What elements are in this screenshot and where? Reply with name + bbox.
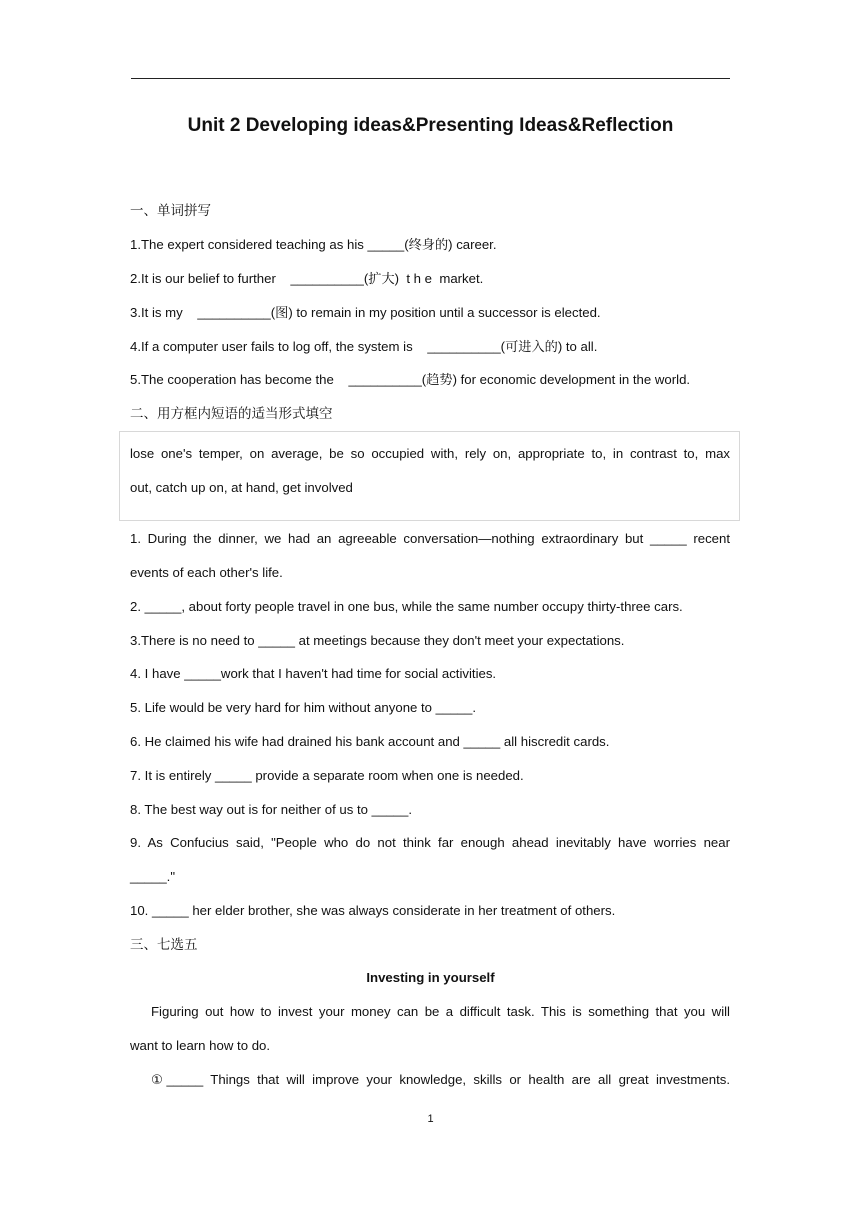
section-3-heading: 三、七选五	[130, 937, 198, 953]
phrase-box-line-1: lose one's temper, on average, be so occupied with, rely on, appropriate to, in contrast to, max	[130, 446, 730, 461]
header-rule	[131, 78, 730, 79]
fill-item-1-cont: events of each other's life.	[130, 565, 283, 580]
passage-para-1-line-2: want to learn how to do.	[130, 1038, 271, 1053]
phrase-box-line-2: out, catch up on, at hand, get involved	[130, 480, 353, 495]
spelling-item-4: 4.If a computer user fails to log off, the system is __________(可进入的) to all.	[130, 339, 598, 354]
page-title: Unit 2 Developing ideas&Presenting Ideas&Reflection	[187, 115, 674, 136]
fill-item-4: 4. I have _____work that I haven't had time for social activities.	[130, 666, 497, 681]
fill-item-9-cont: _____."	[130, 869, 176, 884]
passage-para-1-line-1: Figuring out how to invest your money can be a difficult task. This is something that you will	[151, 1004, 730, 1019]
spelling-item-3: 3.It is my __________(图) to remain in my position until a successor is elected.	[130, 305, 601, 320]
passage-title: Investing in yourself	[366, 970, 495, 985]
spelling-item-1: 1.The expert considered teaching as his _____(终身的) career.	[130, 237, 497, 252]
fill-item-1: 1. During the dinner, we had an agreeable conversation—nothing extraordinary but _____ recent	[130, 531, 730, 546]
section-2-heading: 二、用方框内短语的适当形式填空	[130, 406, 333, 422]
fill-item-3: 3.There is no need to _____ at meetings because they don't meet your expectations.	[130, 633, 625, 648]
fill-item-6: 6. He claimed his wife had drained his bank account and _____ all hiscredit cards.	[130, 734, 610, 749]
spelling-item-2: 2.It is our belief to further __________(扩大) t h e market.	[130, 271, 484, 286]
fill-item-9: 9. As Confucius said, "People who do not think far enough ahead inevitably have worries near	[130, 835, 730, 850]
section-1-heading: 一、单词拼写	[130, 203, 211, 219]
fill-item-7: 7. It is entirely _____ provide a separate room when one is needed.	[130, 768, 524, 783]
fill-item-5: 5. Life would be very hard for him without anyone to _____.	[130, 700, 477, 715]
spelling-item-5: 5.The cooperation has become the __________(趋势) for economic development in the world.	[130, 372, 691, 387]
passage-para-2-line-1: ①_____ Things that will improve your knowledge, skills or health are all great investments.	[151, 1072, 730, 1087]
fill-item-8: 8. The best way out is for neither of us to _____.	[130, 802, 412, 817]
page-number: 1	[427, 1113, 434, 1125]
fill-item-10: 10. _____ her elder brother, she was always considerate in her treatment of others.	[130, 903, 616, 918]
fill-item-2: 2. _____, about forty people travel in one bus, while the same number occupy thirty-three cars.	[130, 599, 683, 614]
